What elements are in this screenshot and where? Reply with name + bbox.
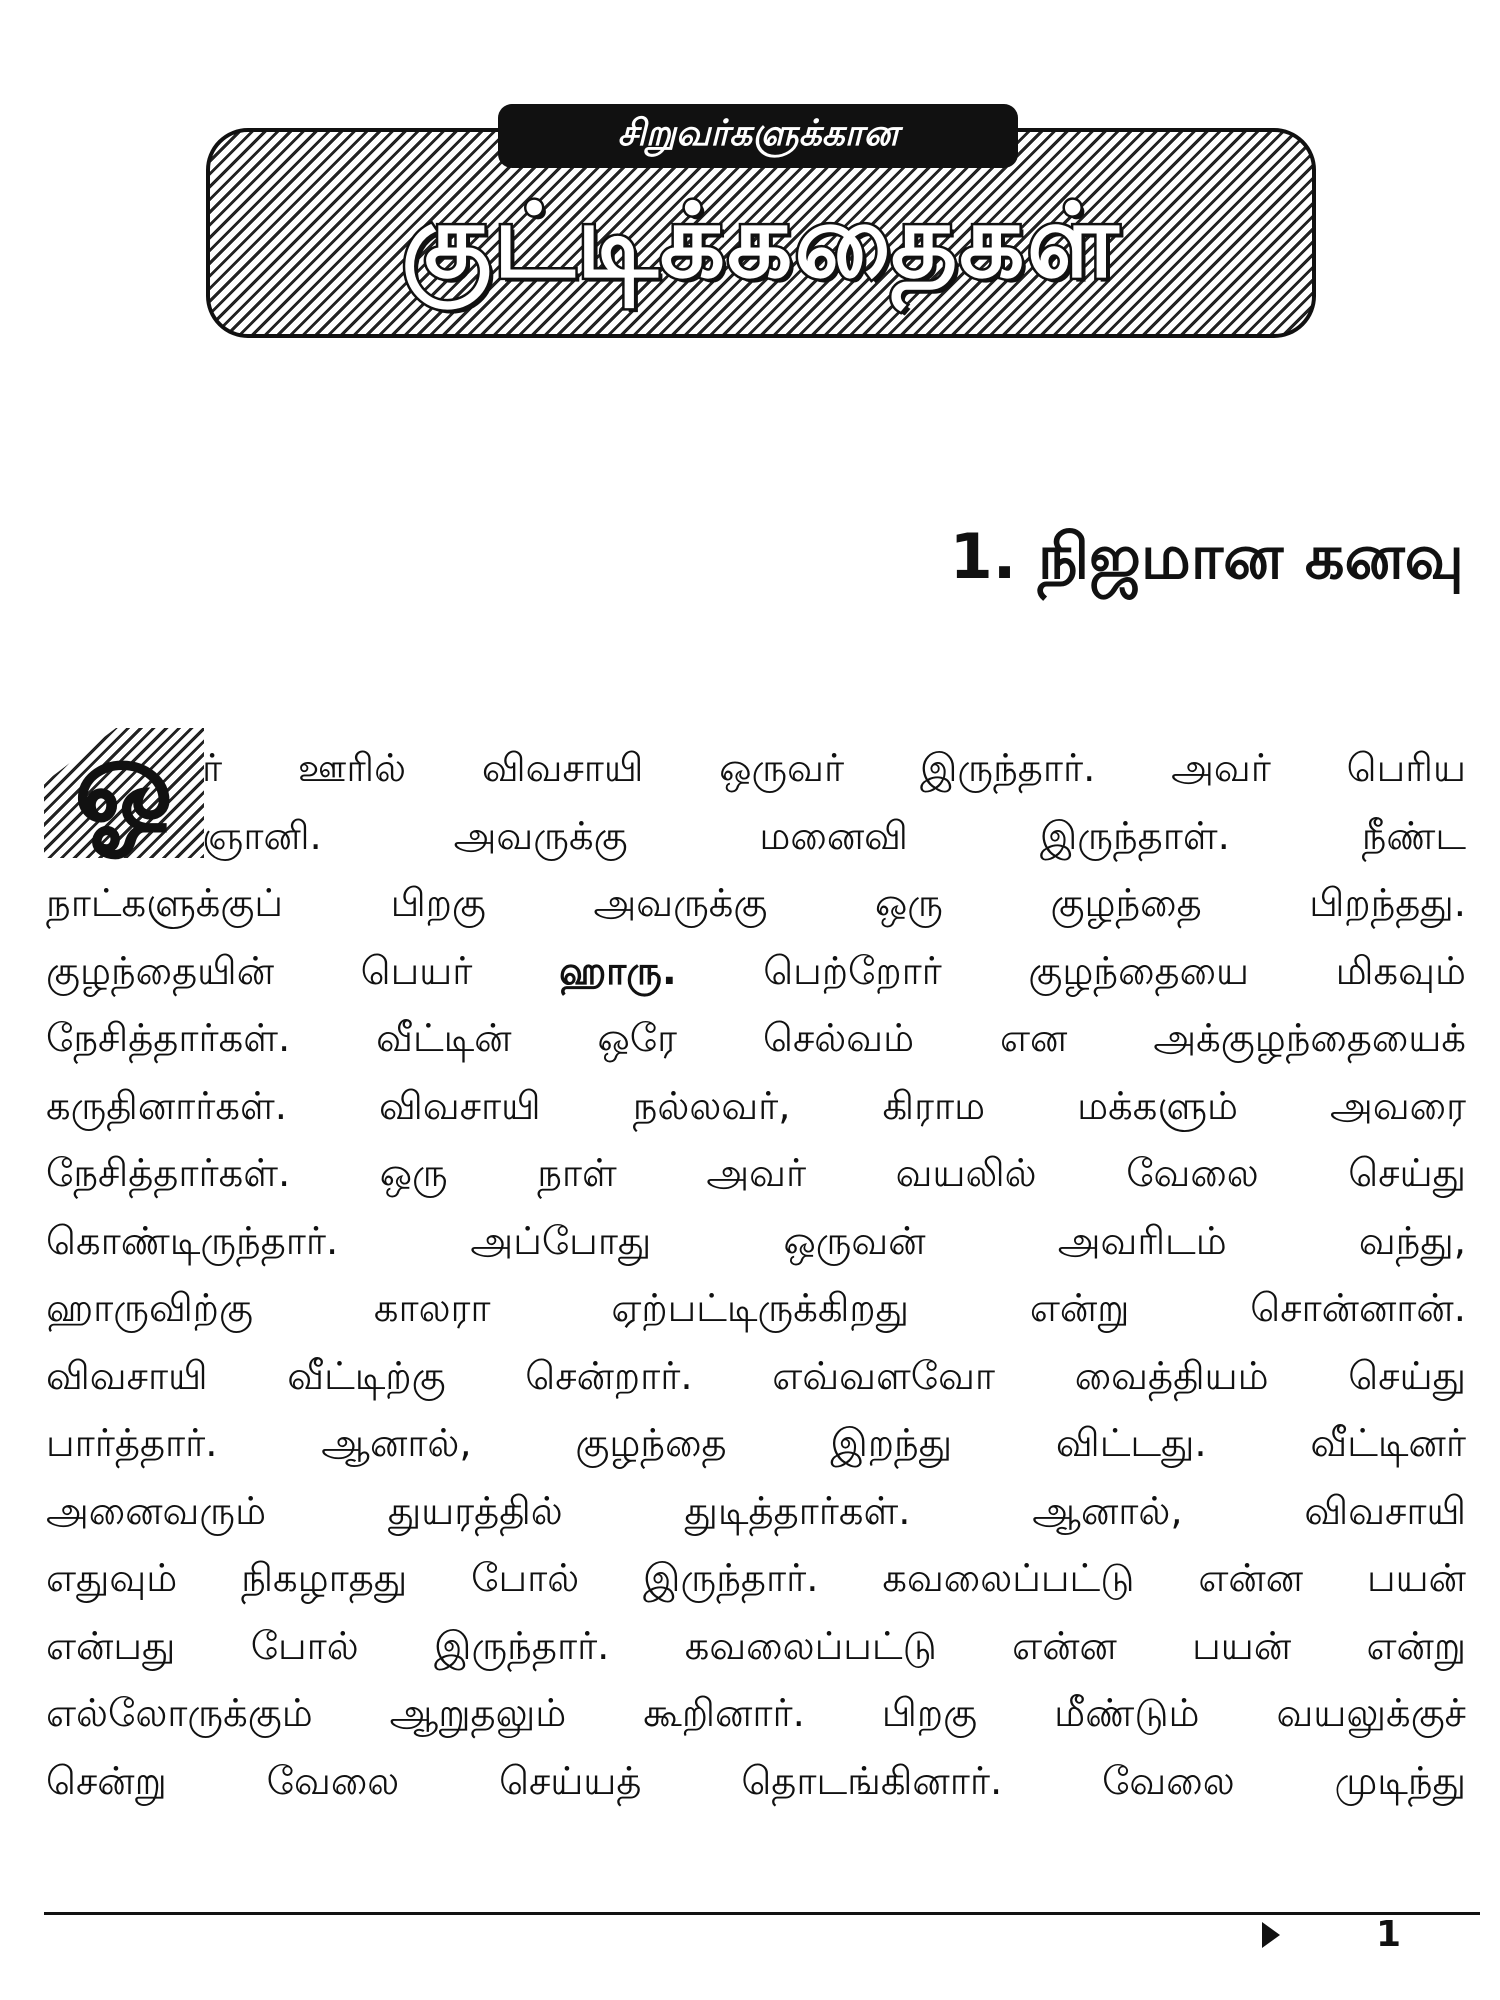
body-line: ஹாருவிற்கு காலரா ஏற்பட்டிருக்கிறது என்று சொன்னான். [46, 1286, 1466, 1331]
arrow-right-icon [1262, 1922, 1280, 1948]
body-text-fragment: குழந்தையின் பெயர் [46, 948, 473, 994]
body-line: பார்த்தார். ஆனால், குழந்தை இறந்து விட்டது. வீட்டினர் [46, 1421, 1466, 1466]
header-title: குட்டிக்கதைகள் [401, 182, 1121, 301]
body-text-fragment: பெற்றோர் குழந்தையை மிகவும் [763, 948, 1466, 994]
story-title: 1. நிஜமான கனவு [949, 520, 1464, 593]
body-line: அனைவரும் துயரத்தில் துடித்தார்கள். ஆனால், விவசாயி [46, 1488, 1466, 1534]
header-subtitle: சிறுவர்களுக்கான [498, 104, 1018, 168]
body-line: நாட்களுக்குப் பிறகு அவருக்கு ஒரு குழந்தை பிறந்தது. [46, 881, 1466, 926]
story-body [46, 735, 1466, 1815]
child-name: ஹாரு. [558, 948, 677, 994]
page-number: 1 [1376, 1914, 1402, 1955]
body-line: நேசித்தார்கள். வீட்டின் ஒரே செல்வம் என அக்குழந்தையைக் [46, 1016, 1466, 1061]
body-line: ர் ஊரில் விவசாயி ஒருவர் இருந்தார். அவர் பெரிய [202, 746, 1466, 791]
body-line: கருதினார்கள். விவசாயி நல்லவர், கிராம மக்களும் அவரை [46, 1083, 1466, 1129]
body-line: கொண்டிருந்தார். அப்போது ஒருவன் அவரிடம் வந்து, [46, 1218, 1466, 1264]
body-line: சென்று வேலை செய்யத் தொடங்கினார். வேலை முடிந்து [46, 1758, 1466, 1804]
body-line [46, 938, 1466, 1006]
body-line: விவசாயி வீட்டிற்கு சென்றார். எவ்வளவோ வைத்தியம் செய்து [46, 1353, 1466, 1399]
footer-rule [44, 1912, 1480, 1915]
body-line: ஞானி. அவருக்கு மனைவி இருந்தாள். நீண்ட [202, 813, 1466, 859]
body-line: எல்லோருக்கும் ஆறுதலும் கூறினார். பிறகு மீண்டும் வயலுக்குச் [46, 1691, 1466, 1736]
body-line: என்பது போல் இருந்தார். கவலைப்பட்டு என்ன பயன் என்று [46, 1623, 1466, 1669]
body-line: எதுவும் நிகழாதது போல் இருந்தார். கவலைப்பட்டு என்ன பயன் [46, 1556, 1466, 1601]
drop-cap-letter: ஓ [74, 712, 173, 850]
body-line: நேசித்தார்கள். ஒரு நாள் அவர் வயலில் வேலை செய்து [46, 1151, 1466, 1196]
